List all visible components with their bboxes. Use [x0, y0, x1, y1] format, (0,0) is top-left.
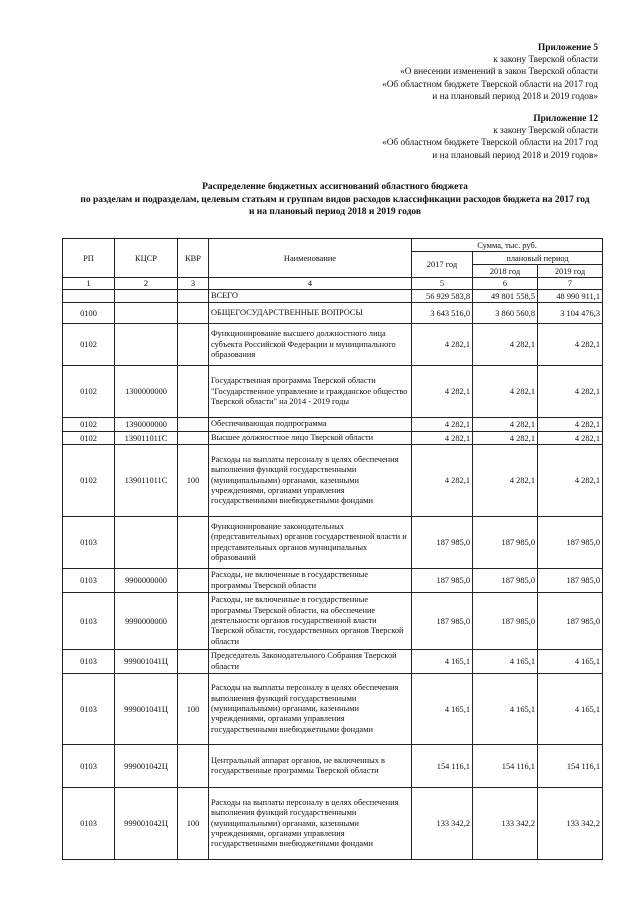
cell-2019: 4 282,1	[538, 418, 603, 431]
cell-rp: 0103	[63, 745, 115, 788]
document-title-line: и на плановый период 2018 и 2019 годов	[248, 207, 422, 218]
cell-rp: 0103	[63, 593, 115, 650]
cell-kcsr: 1300000000	[115, 366, 178, 418]
cell-2019: 187 985,0	[538, 593, 603, 650]
cell-kcsr: 999001041Ц	[115, 650, 178, 674]
cell-kcsr: 999001042Ц	[115, 788, 178, 860]
cell-2017: 3 643 516,0	[412, 303, 473, 324]
cell-kcsr: 1390000000	[115, 418, 178, 431]
appendix-5-header	[382, 42, 598, 103]
cell-kcsr: 9900000000	[115, 569, 178, 593]
cell-2019: 187 985,0	[538, 569, 603, 593]
cell-2017: 133 342,2	[412, 788, 473, 860]
table-row	[63, 593, 603, 650]
appendix-5-line: «О внесении изменений в закон Тверской области	[400, 67, 598, 78]
cell-2019: 4 282,1	[538, 324, 603, 366]
header-planned-period: плановый период	[473, 252, 603, 265]
column-number: 5	[412, 278, 473, 290]
document-title-line: по разделам и подразделам, целевым статьям и группам видов расходов классификации расходов бюджета на 2017 год	[80, 194, 590, 205]
cell-kcsr	[115, 303, 178, 324]
table-row	[63, 431, 603, 444]
cell-kvr	[178, 593, 209, 650]
table-row	[63, 788, 603, 860]
cell-2017: 4 282,1	[412, 366, 473, 418]
cell-2017: 187 985,0	[412, 593, 473, 650]
cell-2019: 187 985,0	[538, 517, 603, 569]
table-row	[63, 303, 603, 324]
cell-name: Расходы на выплаты персоналу в целях обеспечения выполнения функций государственными (муниципальными) органами, казенными учреждениями, органами управления государственными внебюджетными фондами	[209, 445, 412, 517]
cell-kvr	[178, 418, 209, 431]
cell-name: ОБЩЕГОСУДАРСТВЕННЫЕ ВОПРОСЫ	[209, 303, 412, 324]
table-row	[63, 745, 603, 788]
cell-rp: 0102	[63, 366, 115, 418]
column-number: 1	[63, 278, 115, 290]
cell-2019: 3 104 476,3	[538, 303, 603, 324]
cell-2017: 154 116,1	[412, 745, 473, 788]
table-row	[63, 650, 603, 674]
cell-kvr	[178, 366, 209, 418]
document-title-line: Распределение бюджетных ассигнований областного бюджета	[202, 182, 468, 192]
cell-2018: 187 985,0	[473, 593, 538, 650]
cell-name: Председатель Законодательного Собрания Тверской области	[209, 650, 412, 674]
cell-2019: 48 990 911,1	[538, 290, 603, 303]
cell-rp: 0103	[63, 674, 115, 745]
cell-name: Обеспечивающая подпрограмма	[209, 418, 412, 431]
table-row	[63, 517, 603, 569]
cell-rp: 0102	[63, 324, 115, 366]
cell-2018: 4 282,1	[473, 431, 538, 444]
table-row	[63, 445, 603, 517]
cell-rp	[63, 290, 115, 303]
cell-kcsr: 999001042Ц	[115, 745, 178, 788]
cell-rp: 0103	[63, 517, 115, 569]
cell-kcsr: 139011011С	[115, 431, 178, 444]
cell-kvr: 100	[178, 788, 209, 860]
cell-2017: 187 985,0	[412, 517, 473, 569]
cell-kvr: 100	[178, 445, 209, 517]
cell-kvr	[178, 324, 209, 366]
header-name: Наименование	[209, 239, 412, 278]
table-row	[63, 366, 603, 418]
cell-name: ВСЕГО	[209, 290, 412, 303]
appendix-12-line: и на плановый период 2018 и 2019 годов»	[432, 150, 598, 161]
cell-2019: 4 282,1	[538, 366, 603, 418]
table-row	[63, 324, 603, 366]
budget-table-body	[63, 290, 603, 860]
table-row	[63, 290, 603, 303]
cell-name: Расходы, не включенные в государственные программы Тверской области, на обеспечение деятельности органов государственной власти Тверской области, государственных органов Тверской области	[209, 593, 412, 650]
cell-2017: 4 165,1	[412, 650, 473, 674]
cell-kvr	[178, 290, 209, 303]
column-number: 6	[473, 278, 538, 290]
column-number: 3	[178, 278, 209, 290]
cell-2017: 56 929 583,8	[412, 290, 473, 303]
cell-name: Функционирование законодательных (представительных) органов государственной власти и представительных органов муниципальных образований	[209, 517, 412, 569]
cell-2017: 4 282,1	[412, 324, 473, 366]
cell-rp: 0100	[63, 303, 115, 324]
cell-2018: 4 165,1	[473, 650, 538, 674]
cell-2017: 4 282,1	[412, 418, 473, 431]
cell-rp: 0103	[63, 569, 115, 593]
column-number: 7	[538, 278, 603, 290]
cell-2017: 4 282,1	[412, 431, 473, 444]
header-kcsr: КЦСР	[115, 239, 178, 278]
cell-rp: 0103	[63, 650, 115, 674]
cell-2018: 49 801 558,5	[473, 290, 538, 303]
header-sum: Сумма, тыс. руб.	[412, 239, 603, 252]
header-kvr: КВР	[178, 239, 209, 278]
cell-2017: 4 282,1	[412, 445, 473, 517]
cell-kvr	[178, 569, 209, 593]
column-number: 4	[209, 278, 412, 290]
cell-name: Расходы, не включенные в государственные программы Тверской области	[209, 569, 412, 593]
cell-2018: 3 860 560,8	[473, 303, 538, 324]
appendix-12-title: Приложение 12	[533, 114, 598, 124]
budget-table	[62, 238, 603, 860]
cell-name: Центральный аппарат органов, не включенных в государственные программы Тверской области	[209, 745, 412, 788]
cell-2019: 4 282,1	[538, 431, 603, 444]
cell-rp: 0102	[63, 445, 115, 517]
cell-name: Государственная программа Тверской области "Государственное управление и гражданское общество Тверской области" на 2014 - 2019 годы	[209, 366, 412, 418]
header-rp: РП	[63, 239, 115, 278]
cell-kcsr: 9990000000	[115, 593, 178, 650]
cell-2018: 133 342,2	[473, 788, 538, 860]
cell-2018: 4 282,1	[473, 418, 538, 431]
appendix-12-line: к закону Тверской области	[493, 126, 598, 137]
cell-name: Высшее должностное лицо Тверской области	[209, 431, 412, 444]
table-row	[63, 418, 603, 431]
cell-2018: 4 282,1	[473, 324, 538, 366]
cell-name: Расходы на выплаты персоналу в целях обеспечения выполнения функций государственными (муниципальными) органами, казенными учреждениями, органами управления государственными внебюджетными фондами	[209, 674, 412, 745]
cell-2019: 4 282,1	[538, 445, 603, 517]
cell-2018: 4 282,1	[473, 366, 538, 418]
header-2018: 2018 год	[473, 265, 538, 278]
cell-kcsr	[115, 517, 178, 569]
cell-kvr	[178, 517, 209, 569]
cell-kvr: 100	[178, 674, 209, 745]
table-row	[63, 674, 603, 745]
cell-2019: 154 116,1	[538, 745, 603, 788]
cell-rp: 0102	[63, 431, 115, 444]
cell-kcsr: 999001041Ц	[115, 674, 178, 745]
cell-2017: 187 985,0	[412, 569, 473, 593]
appendix-12-header	[382, 113, 598, 162]
cell-2018: 4 282,1	[473, 445, 538, 517]
cell-2018: 154 116,1	[473, 745, 538, 788]
cell-2019: 133 342,2	[538, 788, 603, 860]
cell-2017: 4 165,1	[412, 674, 473, 745]
cell-2018: 4 165,1	[473, 674, 538, 745]
cell-kvr	[178, 650, 209, 674]
header-2019: 2019 год	[538, 265, 603, 278]
cell-kcsr: 139011011С	[115, 445, 178, 517]
cell-name: Расходы на выплаты персоналу в целях обеспечения выполнения функций государственными (муниципальными) органами, казенными учреждениями, органами управления государственными внебюджетными фондами	[209, 788, 412, 860]
cell-rp: 0102	[63, 418, 115, 431]
cell-kcsr	[115, 324, 178, 366]
appendix-5-line: «Об областном бюджете Тверской области на 2017 год	[382, 79, 598, 90]
document-title	[40, 181, 630, 219]
cell-kcsr	[115, 290, 178, 303]
column-number: 2	[115, 278, 178, 290]
cell-kvr	[178, 431, 209, 444]
header-2017: 2017 год	[412, 252, 473, 278]
appendix-5-line: и на плановый период 2018 и 2019 годов»	[432, 91, 598, 102]
table-row	[63, 569, 603, 593]
cell-name: Функционирование высшего должностного лица субъекта Российской Федерации и муниципального образования	[209, 324, 412, 366]
cell-2018: 187 985,0	[473, 569, 538, 593]
cell-rp: 0103	[63, 788, 115, 860]
cell-kvr	[178, 303, 209, 324]
cell-2019: 4 165,1	[538, 674, 603, 745]
cell-2019: 4 165,1	[538, 650, 603, 674]
cell-2018: 187 985,0	[473, 517, 538, 569]
appendix-5-title: Приложение 5	[538, 43, 598, 53]
cell-kvr	[178, 745, 209, 788]
appendix-12-line: «Об областном бюджете Тверской области на 2017 год	[382, 138, 598, 149]
appendix-5-line: к закону Тверской области	[493, 55, 598, 66]
